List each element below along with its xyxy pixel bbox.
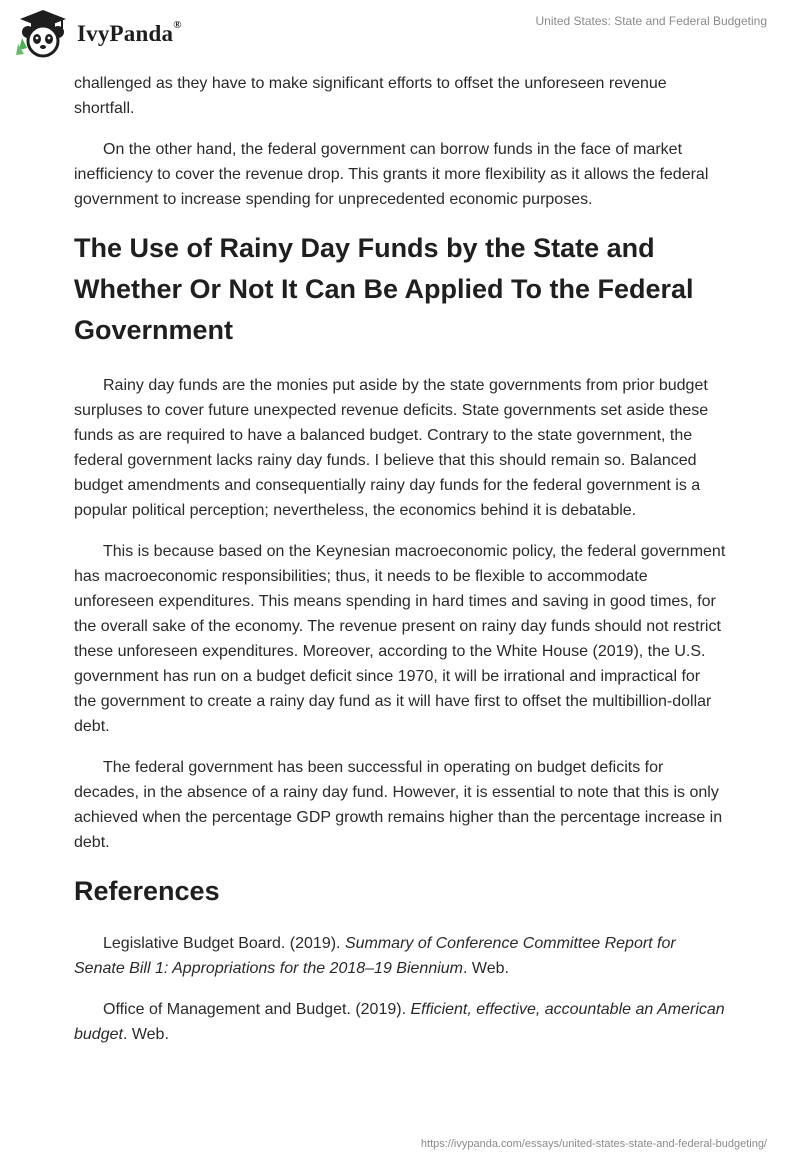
source-url[interactable]: https://ivypanda.com/essays/united-states-state-and-federal-budgeting/	[420, 1138, 767, 1150]
reference-item: Legislative Budget Board. (2019). Summary of Conference Committee Report for Senate Bill 1: Appropriations for the 2018–19 Biennium. Web.	[74, 935, 676, 977]
references-heading: References	[74, 876, 220, 906]
brand-name: IvyPanda®	[77, 19, 182, 46]
panda-logo-icon	[14, 8, 72, 60]
document-title: United States: State and Federal Budgeting	[535, 14, 767, 28]
essay-content	[74, 71, 726, 1063]
section-heading: The Use of Rainy Day Funds by the State and Whether Or Not It Can Be Applied To the Federal Government	[74, 233, 694, 345]
ivypanda-logo[interactable]	[14, 8, 182, 60]
paragraph: This is because based on the Keynesian macroeconomic policy, the federal government has macroeconomic responsibilities; thus, it needs to be flexible to accommodate unforeseen expenditures. This means spending in hard times and saving in good times, for the overall sake of the economy. The revenue present on rainy day funds should not restrict these unforeseen expenditures. Moreover, according to the White House (2019), the U.S. government has run on a budget deficit since 1970, it will be irrational and impractical for the government to create a rainy day fund as it will have first to offset the multibillion-dollar debt.	[74, 543, 726, 735]
paragraph: On the other hand, the federal government can borrow funds in the face of market inefficiency to cover the revenue drop. This grants it more flexibility as it allows the federal government to increase spending for unprecedented economic purposes.	[74, 141, 709, 208]
page-header	[0, 0, 800, 70]
paragraph: Rainy day funds are the monies put aside by the state governments from prior budget surpluses to cover future unexpected revenue deficits. State governments set aside these funds as are required to have a balanced budget. Contrary to the state government, the federal government lacks rainy day funds. I believe that this should remain so. Balanced budget amendments and consequentially rainy day funds for the federal government is a popular political perception; nevertheless, the economics behind it is debatable.	[74, 377, 709, 519]
reference-item: Office of Management and Budget. (2019). Efficient, effective, accountable an American budget. Web.	[74, 1001, 725, 1043]
paragraph: The federal government has been successful in operating on budget deficits for decades, in the absence of a rainy day fund. However, it is essential to note that this is only achieved when the percentage GDP growth remains higher than the percentage increase in debt.	[74, 759, 723, 851]
paragraph: challenged as they have to make significant efforts to offset the unforeseen revenue shortfall.	[74, 75, 667, 117]
